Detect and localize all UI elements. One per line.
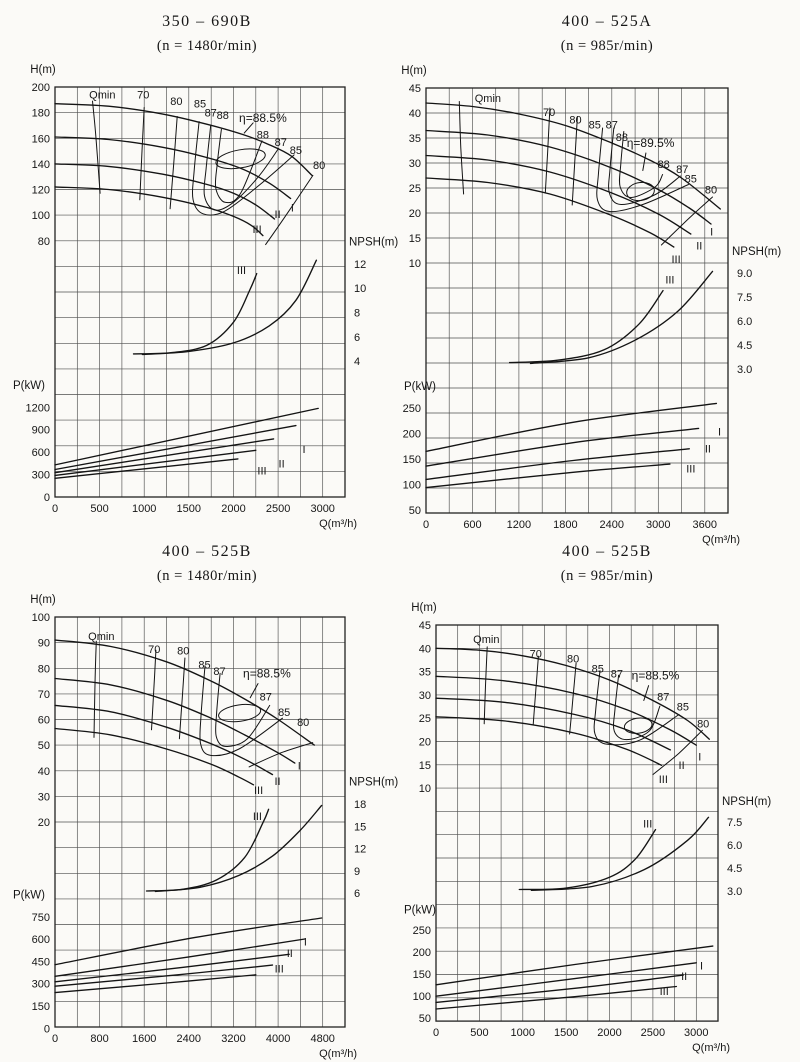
power-tick-label: 50 (408, 505, 421, 517)
flow-tick-label: 1500 (553, 1027, 579, 1040)
power-tick-label: 100 (412, 991, 431, 1004)
chart-title: 400 – 525B (562, 543, 652, 560)
flow-tick-label: 2000 (597, 1027, 622, 1040)
head-tick-label: 30 (37, 791, 50, 804)
npsh-tick-label: 18 (354, 799, 367, 812)
efficiency-label: 70 (137, 89, 150, 102)
hq-curve-label: II (678, 759, 685, 772)
efficiency-label: 87 (676, 164, 689, 176)
efficiency-label: 85 (588, 119, 601, 132)
npsh-tick-label: 9 (354, 865, 361, 878)
head-tick-label: 140 (31, 158, 50, 171)
efficiency-label: 87 (204, 107, 217, 120)
npsh-tick-label: 6.0 (737, 316, 753, 328)
power-tick-label: 150 (412, 969, 431, 982)
power-curve-1 (55, 426, 296, 470)
plot-border (436, 625, 718, 1021)
power-tick-label: 150 (31, 1001, 50, 1013)
head-tick-label: 60 (37, 714, 50, 727)
bep-efficiency-label: η=88.5% (239, 110, 287, 125)
npsh-tick-label: 3.0 (727, 886, 743, 899)
power-curve-0 (426, 403, 716, 451)
npsh-curve-label: III (665, 274, 675, 287)
chart-title: 400 – 525A (561, 13, 653, 30)
bep-contour (217, 702, 261, 724)
hq-curve-III (55, 729, 254, 785)
efficiency-line (570, 663, 577, 734)
head-axis-label: H(m) (401, 65, 427, 77)
npsh-tick-label: 6 (354, 331, 361, 344)
npsh-curve-III (519, 830, 655, 890)
npsh-axis-label: NPSH(m) (349, 776, 399, 789)
power-tick-label: 250 (402, 403, 421, 415)
npsh-tick-label: 6 (354, 888, 361, 901)
chart-subtitle: (n = 985r/min) (560, 38, 654, 54)
power-axis-label: P(kW) (13, 889, 45, 902)
bep-efficiency-label: η=89.5% (626, 136, 675, 150)
power-curve-label: II (681, 971, 688, 983)
head-tick-label: 20 (37, 817, 50, 829)
npsh-curve-top (531, 271, 713, 363)
bep-pointer-line (250, 684, 258, 698)
power-curve-label: I (699, 960, 704, 973)
head-tick-label: 100 (31, 612, 50, 624)
efficiency-line (170, 117, 177, 209)
efficiency-label: 85 (198, 659, 211, 672)
power-tick-label: 100 (402, 479, 421, 492)
qmin-line (484, 647, 487, 724)
efficiency-label: 88 (615, 132, 629, 144)
flow-tick-label: 4800 (310, 1033, 335, 1045)
power-tick-label: 300 (31, 469, 50, 482)
hq-curve-label: II (274, 208, 281, 221)
flow-tick-label: 3600 (692, 519, 718, 531)
npsh-curve-label: III (643, 818, 653, 831)
npsh-curve-III (147, 809, 269, 891)
bep-pointer-line (643, 153, 646, 171)
chart-400-525B-985 (404, 543, 771, 1054)
power-tick-label: 0 (43, 1023, 50, 1036)
efficiency-label: 87 (259, 691, 272, 704)
efficiency-label: 80 (170, 96, 183, 109)
head-tick-label: 80 (37, 235, 50, 248)
bep-contour (214, 146, 266, 172)
power-tick-label: 300 (31, 978, 50, 991)
head-tick-label: 160 (31, 133, 50, 146)
head-tick-label: 25 (408, 183, 421, 195)
power-tick-label: 150 (402, 454, 421, 466)
power-axis-label: P(kW) (404, 904, 436, 917)
power-curve-0 (55, 408, 318, 465)
flow-axis-unit-label: Q(m³/h) (319, 1048, 357, 1060)
flow-tick-label: 1600 (131, 1033, 157, 1045)
flow-tick-label: 3200 (221, 1033, 246, 1045)
head-axis-label: H(m) (30, 594, 56, 606)
bep-efficiency-label: η=88.5% (631, 668, 680, 683)
head-tick-label: 10 (418, 783, 431, 796)
head-tick-label: 120 (31, 184, 50, 197)
power-curve-label: I (717, 426, 722, 439)
efficiency-label: 85 (676, 701, 690, 714)
hq-curve-label: I (297, 760, 301, 773)
efficiency-line (192, 122, 294, 216)
bep-contour (625, 181, 655, 203)
head-tick-label: 40 (408, 108, 421, 120)
head-tick-label: 35 (408, 133, 421, 145)
power-tick-label: 750 (31, 911, 50, 924)
qmin-label: Qmin (89, 89, 116, 102)
hq-curve-III (436, 717, 662, 766)
flow-tick-label: 3000 (684, 1027, 709, 1040)
power-curve-label: III (686, 463, 696, 476)
flow-tick-label: 500 (470, 1027, 489, 1040)
flow-axis-unit-label: Q(m³/h) (692, 1042, 730, 1055)
efficiency-label: 87 (605, 119, 618, 132)
head-axis-label: H(m) (411, 602, 437, 614)
power-curve-0 (55, 918, 322, 965)
head-tick-label: 80 (37, 663, 50, 676)
npsh-tick-label: 4 (354, 356, 361, 369)
flow-tick-label: 1000 (510, 1027, 536, 1040)
hq-curve-label: II (696, 240, 703, 253)
qmin-label: Qmin (473, 634, 500, 646)
head-tick-label: 45 (408, 83, 421, 95)
hq-curve-label: III (671, 254, 681, 266)
power-tick-label: 1200 (25, 402, 50, 415)
head-tick-label: 40 (418, 643, 431, 656)
npsh-axis-label: NPSH(m) (732, 246, 782, 258)
efficiency-label: 87 (274, 137, 287, 150)
npsh-tick-label: 10 (354, 283, 367, 296)
efficiency-label: 80 (297, 717, 310, 730)
efficiency-label: 85 (278, 706, 291, 719)
efficiency-label: 87 (213, 665, 226, 678)
flow-tick-label: 1000 (131, 503, 157, 515)
power-curve-label: III (257, 465, 267, 478)
chart-350-690B-1480 (13, 13, 398, 530)
npsh-tick-label: 6.0 (727, 840, 743, 852)
hq-curve-label: III (252, 224, 262, 237)
efficiency-line (152, 650, 156, 730)
npsh-tick-label: 4.5 (727, 863, 743, 875)
flow-tick-label: 800 (90, 1033, 109, 1045)
efficiency-label: 80 (177, 645, 190, 658)
power-curve-label: I (303, 936, 307, 949)
efficiency-line (572, 117, 577, 206)
chart-title: 350 – 690B (162, 13, 252, 30)
power-tick-label: 0 (43, 492, 50, 504)
efficiency-label: 88 (216, 110, 229, 123)
npsh-curve-label: III (252, 811, 262, 823)
head-tick-label: 90 (37, 637, 50, 650)
npsh-curve-top (531, 817, 708, 890)
efficiency-label: 80 (569, 114, 582, 127)
flow-tick-label: 2500 (640, 1027, 666, 1040)
npsh-tick-label: 12 (354, 258, 367, 271)
head-tick-label: 50 (37, 740, 50, 753)
head-tick-label: 20 (418, 736, 431, 749)
flow-tick-label: 0 (51, 503, 59, 515)
efficiency-label: 80 (704, 184, 718, 197)
qmin-label: Qmin (474, 93, 502, 105)
flow-tick-label: 3000 (310, 503, 335, 515)
efficiency-label: 85 (289, 144, 303, 157)
head-tick-label: 40 (37, 765, 50, 778)
flow-tick-label: 3000 (646, 519, 671, 531)
npsh-curve-top (142, 260, 316, 354)
flow-tick-label: 0 (432, 1027, 440, 1040)
efficiency-label: 85 (684, 173, 697, 186)
flow-tick-label: 0 (51, 1033, 59, 1045)
efficiency-label: 88 (256, 129, 270, 142)
npsh-curve-top (155, 806, 321, 892)
hq-curve-II (426, 156, 691, 235)
efficiency-label: 85 (591, 663, 604, 676)
efficiency-label: 80 (566, 653, 580, 666)
hq-curve-III (55, 187, 263, 236)
head-tick-label: 100 (31, 210, 50, 223)
efficiency-label: 70 (542, 107, 556, 119)
efficiency-line (179, 658, 185, 739)
efficiency-label: 87 (610, 668, 624, 681)
head-tick-label: 10 (408, 258, 421, 270)
head-tick-label: 70 (37, 688, 50, 701)
flow-axis-unit-label: Q(m³/h) (319, 518, 357, 530)
flow-tick-label: 500 (90, 503, 109, 515)
qmin-line (94, 641, 96, 737)
chart-400-525B-1480 (13, 543, 398, 1060)
head-tick-label: 25 (418, 713, 431, 726)
power-curve-2 (55, 954, 289, 982)
efficiency-label: 70 (529, 648, 542, 661)
qmin-label: Qmin (88, 631, 115, 644)
head-tick-label: 30 (418, 689, 431, 702)
qmin-line (93, 101, 101, 193)
npsh-axis-label: NPSH(m) (722, 796, 772, 809)
power-tick-label: 200 (402, 428, 421, 441)
power-tick-label: 600 (31, 447, 50, 460)
efficiency-label: 87 (657, 691, 670, 704)
npsh-tick-label: 8 (354, 307, 361, 320)
efficiency-label: 80 (312, 160, 326, 173)
efficiency-line (215, 129, 262, 202)
chart-title: 400 – 525B (162, 543, 252, 560)
npsh-tick-label: 9.0 (737, 268, 753, 280)
power-curve-1 (426, 428, 699, 466)
npsh-tick-label: 15 (354, 821, 367, 834)
npsh-curve-label: III (236, 264, 247, 277)
flow-tick-label: 0 (422, 519, 430, 531)
efficiency-label: 70 (148, 644, 161, 656)
power-curve-label: III (659, 985, 669, 998)
hq-curve-label: III (254, 785, 264, 797)
power-curve-label: II (286, 947, 293, 960)
npsh-tick-label: 3.0 (737, 364, 753, 376)
power-axis-label: P(kW) (404, 381, 436, 393)
efficiency-line (533, 656, 538, 725)
flow-axis-unit-label: Q(m³/h) (702, 534, 740, 546)
efficiency-line (140, 108, 144, 200)
hq-curve-label: I (290, 202, 294, 215)
power-curve-label: II (278, 458, 285, 471)
bep-efficiency-label: η=88.5% (243, 666, 291, 681)
power-tick-label: 200 (412, 947, 431, 960)
hq-curve-label: III (658, 773, 668, 786)
hq-curve-label: I (698, 751, 702, 764)
flow-tick-label: 600 (463, 519, 482, 531)
hq-curve-label: I (710, 226, 714, 239)
npsh-tick-label: 12 (354, 843, 367, 856)
efficiency-label: 80 (697, 718, 710, 731)
hq-curve-label: II (274, 776, 281, 788)
chart-400-525A-985 (401, 13, 781, 546)
power-curve-3 (426, 464, 670, 488)
flow-tick-label: 1500 (176, 503, 202, 515)
efficiency-label: 88 (657, 159, 670, 171)
npsh-curve-III (510, 291, 663, 363)
power-curve-2 (426, 449, 689, 480)
head-tick-label: 200 (31, 82, 50, 94)
npsh-tick-label: 7.5 (727, 816, 743, 829)
flow-tick-label: 2400 (599, 519, 625, 531)
head-tick-label: 30 (408, 158, 421, 170)
power-tick-label: 50 (418, 1013, 431, 1026)
power-tick-label: 450 (31, 956, 50, 969)
head-tick-label: 15 (408, 233, 421, 245)
flow-tick-label: 2000 (221, 503, 246, 515)
flow-tick-label: 1800 (553, 519, 578, 531)
chart-subtitle: (n = 1480r/min) (156, 568, 258, 584)
hq-curve-II (55, 705, 273, 774)
power-curve-label: I (302, 444, 306, 457)
head-tick-label: 35 (418, 666, 431, 679)
npsh-axis-label: NPSH(m) (349, 236, 399, 249)
power-curve-label: III (274, 963, 284, 976)
power-curve-label: II (704, 443, 711, 456)
chart-subtitle: (n = 1480r/min) (156, 38, 258, 54)
power-tick-label: 900 (31, 424, 50, 437)
chart-subtitle: (n = 985r/min) (560, 568, 654, 584)
flow-tick-label: 2400 (176, 1033, 202, 1045)
power-curve-2 (55, 439, 274, 473)
power-axis-label: P(kW) (13, 379, 45, 392)
npsh-tick-label: 4.5 (737, 340, 753, 352)
efficiency-label: 85 (193, 98, 207, 111)
head-tick-label: 20 (408, 208, 421, 220)
npsh-tick-label: 7.5 (737, 292, 753, 304)
flow-tick-label: 2500 (265, 503, 291, 515)
flow-tick-label: 4000 (265, 1033, 291, 1045)
power-tick-label: 600 (31, 934, 50, 947)
head-tick-label: 45 (418, 620, 431, 632)
head-tick-label: 15 (418, 759, 431, 772)
power-tick-label: 250 (412, 925, 431, 938)
head-tick-label: 180 (31, 107, 50, 120)
flow-tick-label: 1200 (506, 519, 532, 531)
head-axis-label: H(m) (30, 64, 56, 76)
